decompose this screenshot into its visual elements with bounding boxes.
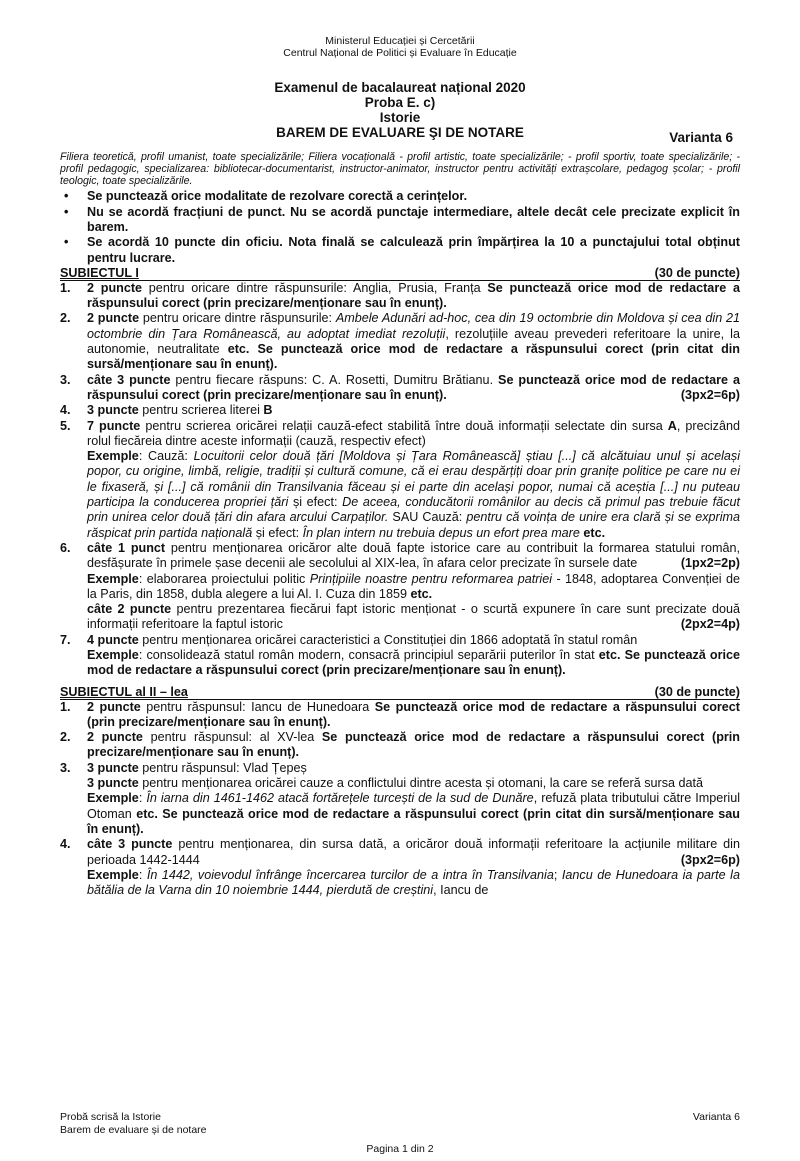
item-text: - 1848, adoptarea Convenției de la Paris, din 1858, dubla alegere a lui Al. I. Cuza din 1859: [87, 571, 740, 601]
quote-text: Iancu de Hunedoara ia parte la bătălia de la Varna din 10 noiembrie 1444, pierdută de creștini: [87, 867, 740, 898]
quote-text: pentru că voința de unire era clară și se exprima răspicat prin partida națională: [87, 510, 740, 540]
item-s1-7: [60, 633, 740, 679]
etc-label: etc.: [410, 586, 433, 601]
score-formula: (2px2=4p): [680, 617, 740, 632]
quote-text: Locuitorii celor două țări [Moldova și Țara Românească] știau [...] că alcătuiau unul și același popor, cu origine, limbă, religie, tradiții și cultură comune, că ei erau despărțiți doar prin granițe politice pe care nu ei le fixaseră, și [...] că românii din Transilvania făceau și ei parte din același popor, numai că aceștia [...] nu puteau participa la conducerea propriei țări: [87, 449, 740, 510]
examples-label: Exemple: [87, 449, 139, 464]
answer-letter: B: [263, 403, 273, 418]
item-number: 1.: [60, 280, 71, 295]
item-text: pentru menționarea oricărei cauze a conflictului dintre acesta și otomani, la care se referă sursa dată: [138, 776, 704, 791]
item-text: pentru răspunsul: Iancu de Hunedoara: [140, 699, 375, 714]
footer-variant: Varianta 6: [692, 1111, 740, 1123]
scoring-note: Se punctează orice mod de redactare a răspunsului corect (prin citat din sursă/menționare sau în enunț).: [87, 342, 740, 372]
item-s1-6: [60, 541, 740, 633]
ministry-name: Ministerul Educației și Cercetării: [325, 35, 475, 47]
points-label: câte 1 punct: [87, 540, 166, 555]
item-s2-4: [60, 837, 740, 898]
source-letter: A: [667, 418, 677, 433]
proba-title: Proba E. c): [364, 95, 436, 110]
footer-barem-name: Barem de evaluare și de notare: [60, 1123, 207, 1136]
examples-label: Exemple: [87, 648, 139, 662]
item-number: 7.: [60, 632, 71, 647]
item-text: ;: [553, 867, 562, 882]
quote-text: În 1442, voievodul înfrânge încercarea turcilor de a intra în Transilvania: [146, 867, 554, 882]
scoring-note: Se punctează orice mod de redactare a răspunsului corect (prin precizare/menționare sau în enunț).: [87, 280, 740, 311]
ministry-header: [0, 35, 800, 59]
etc-label: etc.: [136, 806, 158, 821]
item-s2-1: [60, 700, 740, 731]
center-name: Centrul Național de Politici și Evaluare în Educație: [283, 47, 517, 59]
item-text: , refuză plata tributului către Imperiul Otoman: [87, 791, 741, 821]
item-text: pentru menționarea oricăror alte două fapte istorice care au contribuit la formarea statului român, desfășurate în primele șase decenii ale secolului al XIX-lea, în afara celor precizate în sursele date: [87, 540, 740, 571]
section-2-items: [60, 700, 740, 899]
points-label: 2 puncte: [87, 311, 140, 326]
footer-exam-name: Probă scrisă la Istorie: [60, 1111, 161, 1123]
item-text: pentru scrierea literei: [138, 403, 264, 418]
item-number: 1.: [60, 699, 71, 714]
page-footer: [60, 1111, 740, 1136]
points-label: 4 puncte: [87, 632, 139, 647]
examples-label: Exemple: [87, 791, 139, 806]
etc-label: etc.: [227, 342, 250, 357]
item-text: pentru oricare dintre răspunsurile:: [139, 311, 336, 326]
item-text: : elaborarea proiectului politic: [138, 571, 310, 586]
quote-text: În plan intern nu trebuia depus un efort prea mare: [302, 525, 580, 540]
item-s1-3: [60, 373, 740, 404]
exam-title: Examenul de bacalaureat național 2020: [274, 80, 526, 95]
scoring-note: Se punctează orice mod de redactare a răspunsului corect (prin precizare/menționare sau în enunț).: [87, 372, 740, 402]
item-s1-2: [60, 311, 740, 372]
item-text: SAU Cauză:: [388, 510, 467, 525]
points-label: 3 puncte: [87, 403, 139, 418]
item-text: pentru răspunsul: Vlad Țepeș: [138, 760, 307, 775]
quote-text: În iarna din 1461-1462 atacă fortărețele turcești de la sud de Dunăre: [146, 791, 534, 806]
points-label: 2 puncte: [87, 280, 143, 295]
rule-item: • Se acordă 10 puncte din oficiu. Nota finală se calculează prin împărțirea la 10 a punctajului total obținut pentru lucrare.: [60, 235, 740, 266]
item-s1-5: [60, 419, 740, 541]
item-text: și efect:: [252, 525, 303, 540]
item-text: pentru oricare dintre răspunsurile: Anglia, Prusia, Franța: [142, 280, 488, 295]
score-formula: (1px2=2p): [680, 556, 740, 571]
item-text: :: [138, 791, 147, 806]
section-2-title: SUBIECTUL al II – lea: [60, 684, 188, 699]
item-text: , Iancu de: [433, 883, 489, 898]
page-number: Pagina 1 din 2: [366, 1143, 434, 1155]
points-label: 2 puncte: [87, 730, 143, 745]
item-text: pentru fiecare răspuns: C. A. Rosetti, Dumitru Brătianu.: [170, 372, 499, 387]
scoring-note: Se punctează orice mod de redactare a răspunsului corect (prin precizare/menționare sau în enunț).: [87, 730, 740, 760]
item-number: 2.: [60, 311, 71, 326]
score-formula: (3px2=6p): [680, 387, 740, 402]
score-formula: (3px2=6p): [680, 852, 740, 867]
scoring-note: Se punctează orice mod de redactare a răspunsului corect (prin precizare/menționare sau în enunț).: [87, 699, 740, 729]
scoring-note: Se punctează orice mod de redactare a răspunsului corect (prin precizare/menționare sau în enunț).: [87, 648, 740, 678]
item-number: 6.: [60, 540, 71, 555]
item-s1-4: [60, 403, 740, 418]
item-text: , precizând rolul fiecăreia dintre aceste informații (cauză, respectiv efect): [87, 418, 740, 448]
item-text: pentru răspunsul: al XV-lea: [142, 730, 322, 745]
item-text: : Cauză:: [138, 449, 194, 464]
item-text: : consolidează statul român modern, consacră principiul separării puterilor în stat: [138, 648, 599, 662]
filiera-text: Filiera teoretică, profil umanist, toate specializările; Filiera vocațională - profil artistic, toate specializările; - profil sportiv, toate specializările; - profil pedagogic, specializarea: bibliotecar-documentarist, instructor-animator, instructor pentru activități extrașcolare, pedagog școlar; - profil teologic, toate specializările.: [60, 151, 740, 187]
item-s2-2: [60, 730, 740, 761]
points-label: câte 2 puncte: [87, 602, 172, 617]
item-text: pentru menționarea oricărei caracteristici a Constituției din 1866 adoptată în statul român: [138, 632, 638, 647]
examples-label: Exemple: [87, 867, 139, 882]
quote-text: Prințipiile noastre pentru reformarea patriei: [309, 571, 553, 586]
variant-label: Varianta 6: [669, 130, 733, 145]
item-number: 3.: [60, 372, 71, 387]
section-2-header: [60, 685, 740, 700]
section-1-items: [60, 281, 740, 679]
examples-label: Exemple: [87, 571, 139, 586]
section-1-title: SUBIECTUL I: [60, 265, 139, 280]
section-2-points: (30 de puncte): [654, 684, 740, 699]
section-1-header: [60, 266, 740, 281]
quote-text: De aceea, conducătorii românilor au decis că primul pas trebuie făcut prin unirea celor două țări din afara arcului Carpaților.: [87, 495, 740, 525]
subject-title: Istorie: [379, 110, 421, 125]
points-label: câte 3 puncte: [87, 837, 173, 852]
section-1-points: (30 de puncte): [654, 265, 740, 280]
item-text: pentru scrierea oricărei relații cauză-efect stabilită între două informații selectate din sursa: [140, 418, 668, 433]
points-label: 3 puncte: [87, 776, 139, 791]
rule-item: • Nu se acordă fracțiuni de punct. Nu se acordă punctaje intermediare, altele decât cele precizate explicit în barem.: [60, 205, 740, 236]
etc-label: etc.: [598, 648, 621, 662]
item-number: 4.: [60, 837, 71, 852]
item-text: pentru menționarea, din sursa dată, a oricăror două informații referitoare la acțiunile militare din perioada 1442-1444: [87, 837, 740, 867]
barem-title: BAREM DE EVALUARE ŞI DE NOTARE: [276, 125, 524, 140]
item-s1-1: [60, 281, 740, 312]
scoring-note: Se punctează orice mod de redactare a răspunsului corect (prin citat din sursă/menționare sau în enunț).: [87, 806, 740, 836]
general-rules: [60, 189, 740, 265]
item-number: 5.: [60, 418, 71, 433]
item-s2-3: [60, 761, 740, 837]
quote-text: Ambele Adunări ad-hoc, cea din 19 octombrie din Moldova și cea din 21 octombrie din Țara Românească, au adoptat imediat rezoluții: [87, 311, 740, 341]
points-label: câte 3 puncte: [87, 372, 171, 387]
item-number: 4.: [60, 403, 71, 418]
rule-item: • Se punctează orice modalitate de rezolvare corectă a cerințelor.: [60, 189, 740, 204]
points-label: 7 puncte: [87, 418, 141, 433]
item-text: și efect:: [288, 495, 343, 510]
item-text: :: [138, 867, 147, 882]
content: [60, 152, 740, 898]
item-text: pentru prezentarea fiecărui fapt istoric menționat - o scurtă expunere în care sunt precizate două informații referitoare la faptul istoric: [87, 602, 740, 632]
item-number: 2.: [60, 730, 71, 745]
etc-label: etc.: [579, 525, 606, 540]
item-number: 3.: [60, 760, 71, 775]
item-text: , rezoluțiile aveau prevederi referitoare la unire, la autonomie, neutralitate: [87, 326, 740, 357]
points-label: 2 puncte: [87, 699, 141, 714]
points-label: 3 puncte: [87, 760, 139, 775]
